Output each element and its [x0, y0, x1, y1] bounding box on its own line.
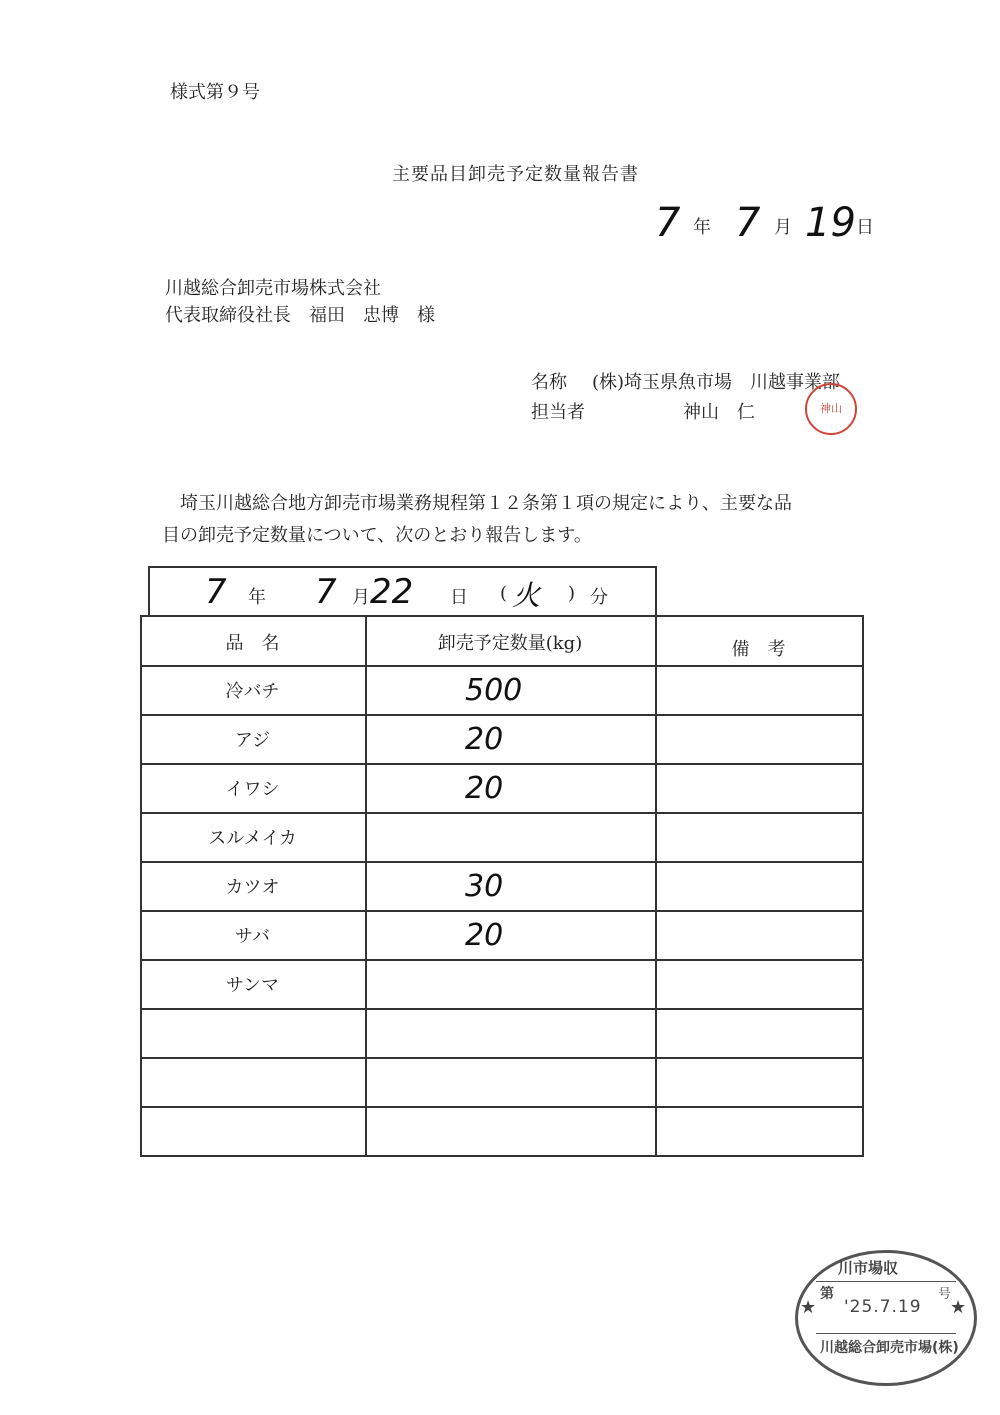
row-qty: 500 [465, 673, 523, 708]
row-item: スルメイカ [208, 828, 297, 849]
receipt-stamp-bottom: 川越総合卸売市場(株) [820, 1340, 959, 1356]
period-open-paren: ( [500, 583, 508, 604]
period-month-unit: 月 [352, 587, 370, 608]
row-qty: 20 [465, 722, 504, 757]
star-icon: ★ [950, 1297, 967, 1318]
header-item: 品 名 [225, 633, 280, 654]
star-icon: ★ [800, 1297, 817, 1318]
report-date-month: 7 [735, 200, 761, 246]
sender-person: 神山 仁 [683, 402, 755, 423]
receipt-stamp-date: '25.7.19 [844, 1297, 922, 1317]
receipt-stamp [795, 1250, 977, 1386]
body-line-2: 目の卸売予定数量について、次のとおり報告します。 [162, 525, 592, 546]
sender-name-label: 名称 [531, 372, 567, 393]
receipt-stamp-no-right: 号 [938, 1287, 952, 1302]
sender-person-label: 担当者 [531, 402, 585, 423]
row-item: 冷バチ [225, 681, 280, 702]
personal-seal: 神山 [805, 383, 857, 435]
period-suffix: 分 [590, 587, 608, 608]
row-qty: 20 [465, 771, 504, 806]
row-qty: 30 [465, 869, 504, 904]
period-year-unit: 年 [248, 587, 266, 608]
document-title: 主要品目卸売予定数量報告書 [392, 164, 639, 185]
period-month: 7 [315, 572, 337, 612]
header-qty: 卸売予定数量(kg) [437, 633, 583, 654]
body-line-1: 埼玉川越総合地方卸売市場業務規程第１２条第１項の規定により、主要な品 [180, 493, 792, 514]
report-date-year-unit: 年 [693, 217, 711, 238]
sender-name: (株)埼玉県魚市場 川越事業部 [592, 372, 841, 393]
period-day-unit: 日 [450, 587, 468, 608]
form-number: 様式第９号 [170, 82, 260, 103]
row-qty: 20 [465, 918, 504, 953]
addressee-person: 代表取締役社長 福田 忠博 様 [165, 305, 435, 326]
row-item: アジ [234, 730, 271, 751]
period-day: 22 [370, 572, 414, 612]
row-item: カツオ [225, 877, 280, 898]
period-close-paren: ) [568, 583, 576, 604]
row-item: サバ [235, 926, 270, 947]
row-item: イワシ [225, 779, 280, 800]
report-date-month-unit: 月 [774, 217, 792, 238]
receipt-stamp-top: 川市場収 [838, 1259, 899, 1277]
header-note: 備 考 [731, 639, 786, 660]
report-date-day: 19 [805, 200, 856, 246]
row-item: サンマ [225, 975, 280, 996]
report-date-year: 7 [655, 200, 681, 246]
receipt-stamp-no-left: 第 [820, 1286, 834, 1302]
period-year: 7 [205, 572, 227, 612]
addressee-company: 川越総合卸売市場株式会社 [165, 278, 381, 299]
report-date-day-unit: 日 [856, 217, 874, 238]
period-weekday: 火 [512, 579, 541, 612]
